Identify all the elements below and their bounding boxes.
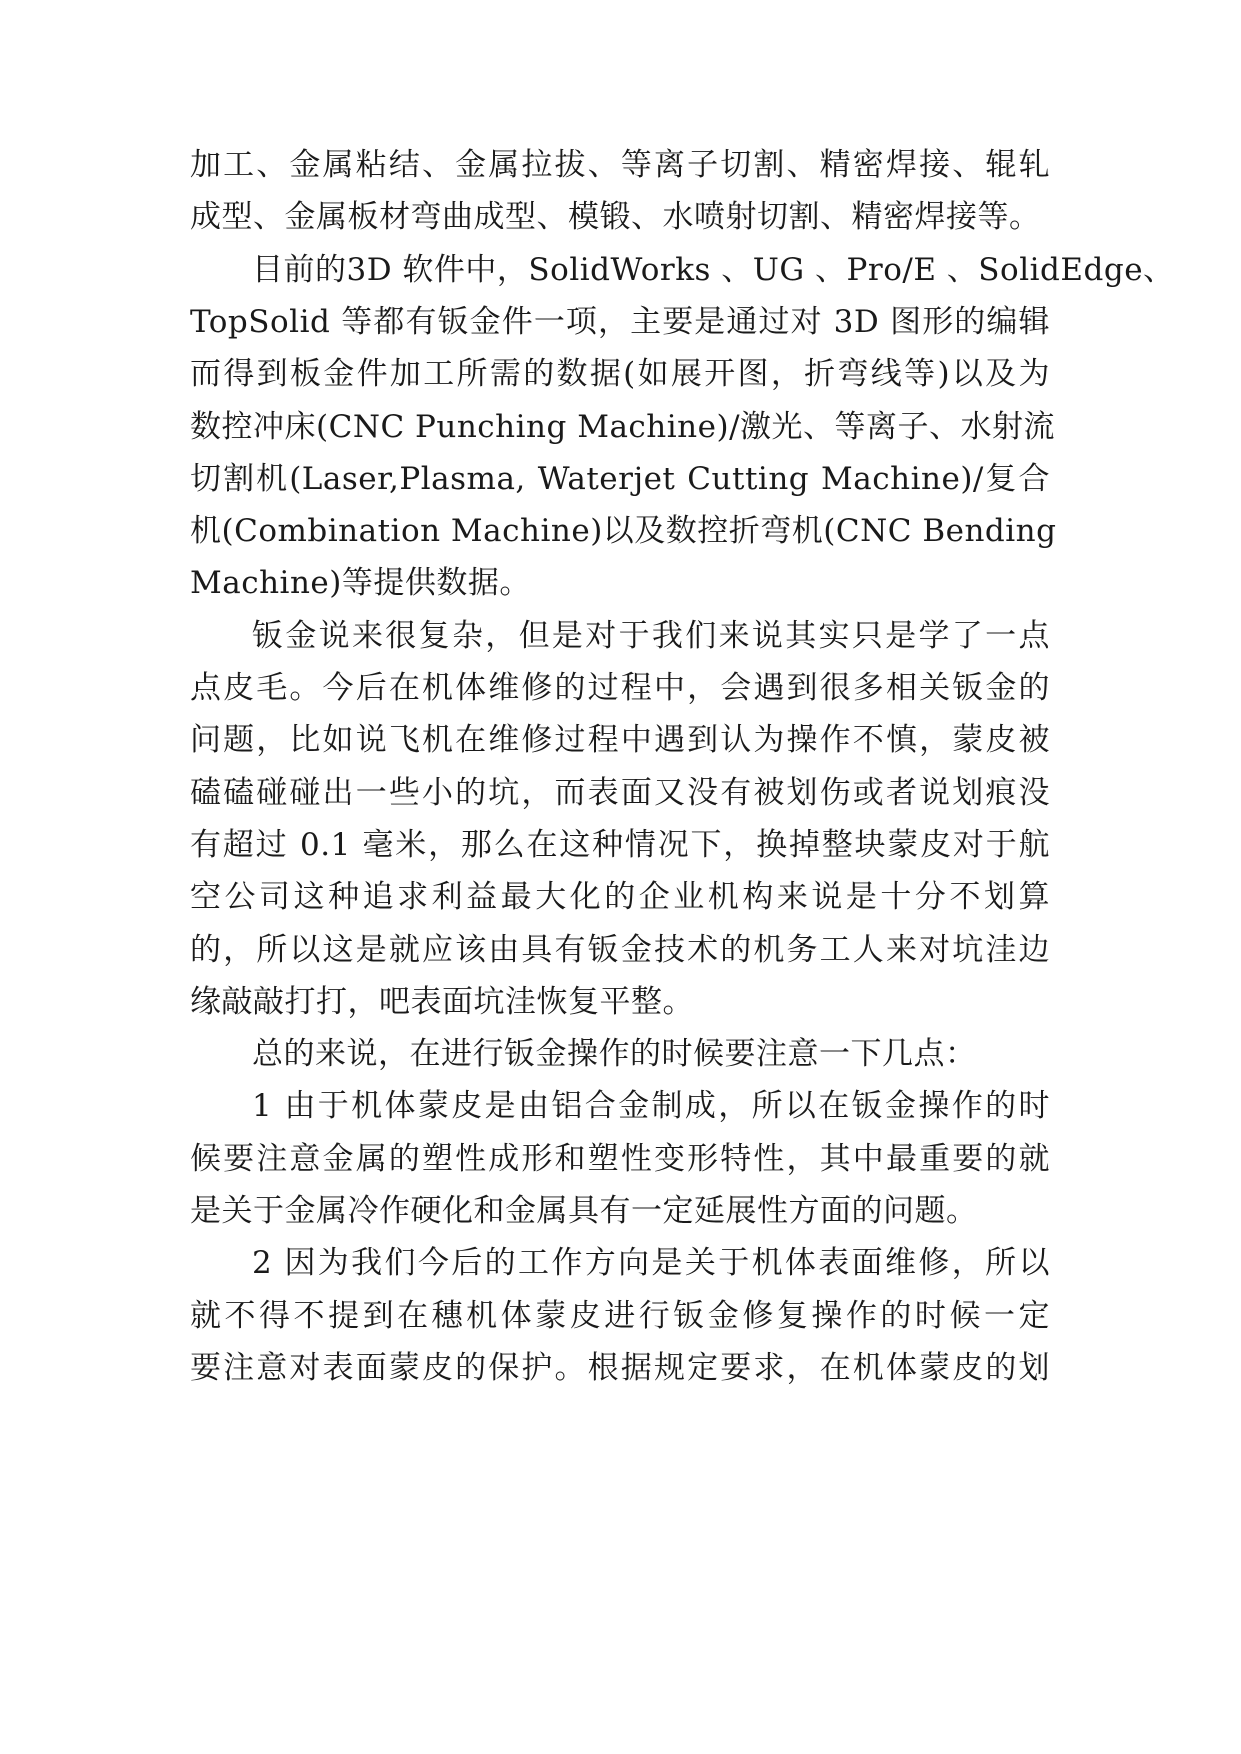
text-line: 问题，比如说飞机在维修过程中遇到认为操作不慎，蒙皮被 <box>190 722 1050 758</box>
text-line: 就不得不提到在穗机体蒙皮进行钣金修复操作的时候一定 <box>190 1298 1050 1334</box>
text-line: TopSolid 等都有钣金件一项，主要是通过对 3D 图形的编辑 <box>190 304 1050 340</box>
text-line: 候要注意金属的塑性成形和塑性变形特性，其中最重要的就 <box>190 1141 1050 1177</box>
text-line: 的，所以这是就应该由具有钣金技术的机务工人来对坑洼边 <box>190 932 1050 968</box>
text-line: 钣金说来很复杂，但是对于我们来说其实只是学了一点 <box>252 618 1050 654</box>
text-line: 缘敲敲打打，吧表面坑洼恢复平整。 <box>190 984 694 1020</box>
text-line: 磕磕碰碰出一些小的坑，而表面又没有被划伤或者说划痕没 <box>190 775 1050 811</box>
text-line: 目前的3D 软件中，SolidWorks 、UG 、Pro/E 、SolidEdge、 <box>252 252 1175 288</box>
text-line: 而得到板金件加工所需的数据(如展开图，折弯线等)以及为 <box>190 356 1050 392</box>
text-line: 成型、金属板材弯曲成型、模锻、水喷射切割、精密焊接等。 <box>190 199 1041 235</box>
text-line: 机(Combination Machine)以及数控折弯机(CNC Bending <box>190 513 1057 549</box>
text-line: 切割机(Laser,Plasma, Waterjet Cutting Machine)/复合 <box>190 461 1050 497</box>
text-line: 是关于金属冷作硬化和金属具有一定延展性方面的问题。 <box>190 1193 978 1229</box>
text-line: 总的来说，在进行钣金操作的时候要注意一下几点： <box>252 1036 977 1072</box>
text-line: 2 因为我们今后的工作方向是关于机体表面维修，所以 <box>252 1245 1050 1281</box>
text-line: 要注意对表面蒙皮的保护。根据规定要求，在机体蒙皮的划 <box>190 1350 1050 1386</box>
text-line: 加工、金属粘结、金属拉拔、等离子切割、精密焊接、辊轧 <box>190 147 1050 183</box>
text-line: Machine)等提供数据。 <box>190 565 531 601</box>
text-line: 点皮毛。今后在机体维修的过程中，会遇到很多相关钣金的 <box>190 670 1050 706</box>
text-line: 空公司这种追求利益最大化的企业机构来说是十分不划算 <box>190 879 1050 915</box>
text-line: 有超过 0.1 毫米，那么在这种情况下，换掉整块蒙皮对于航 <box>190 827 1050 863</box>
text-line: 数控冲床(CNC Punching Machine)/激光、等离子、水射流 <box>190 409 1056 445</box>
text-line: 1 由于机体蒙皮是由铝合金制成，所以在钣金操作的时 <box>252 1088 1050 1124</box>
